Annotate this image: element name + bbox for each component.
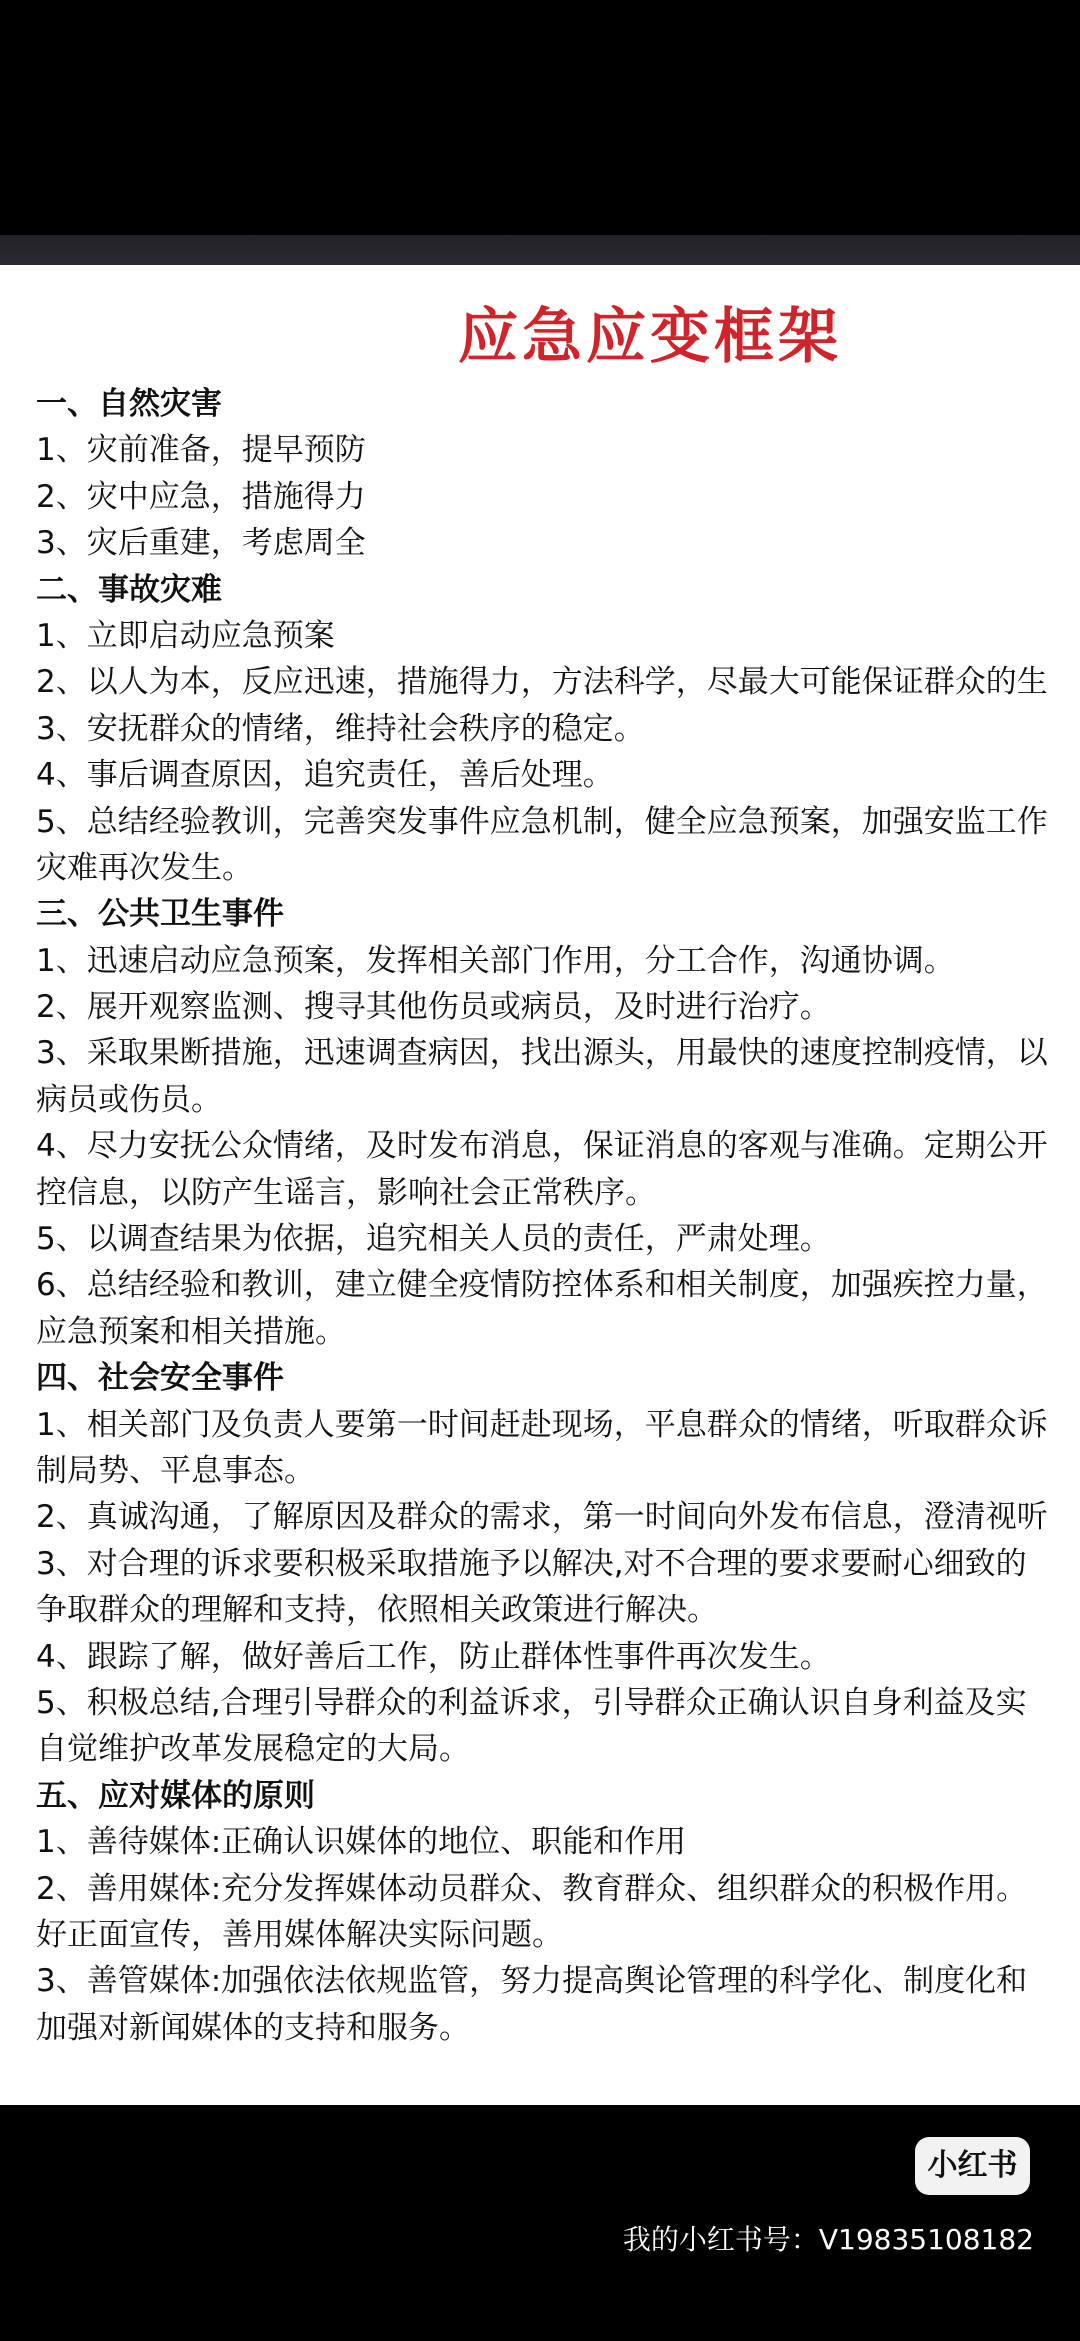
list-item: 2、展开观察监测、搜寻其他伤员或病员，及时进行治疗。 xyxy=(36,989,831,1026)
section-heading: 四、社会安全事件 xyxy=(36,1360,284,1397)
list-item: 5、总结经验教训，完善突发事件应急机制，健全应急预案，加强安监工作 xyxy=(36,803,1048,840)
list-item: 2、灾中应急，措施得力 xyxy=(36,478,366,515)
watermark-account-id: 我的小红书号：V19835108182 xyxy=(622,2223,1034,2256)
list-item: 4、事后调查原因，追究责任，善后处理。 xyxy=(36,757,614,794)
document-title: 应急应变框架 xyxy=(458,302,842,372)
list-item: 2、真诚沟通，了解原因及群众的需求，第一时间向外发布信息，澄清视听 xyxy=(36,1499,1048,1536)
xiaohongshu-logo: 小红书 xyxy=(915,2137,1030,2195)
list-item: 4、跟踪了解，做好善后工作，防止群体性事件再次发生。 xyxy=(36,1638,831,1675)
section-heading: 一、自然灾害 xyxy=(36,386,222,422)
list-item: 1、迅速启动应急预案，发挥相关部门作用，分工合作，沟通协调。 xyxy=(36,942,955,979)
list-item: 3、善管媒体:加强依法依规监管，努力提高舆论管理的科学化、制度化和 xyxy=(36,1963,1028,2000)
list-item: 自觉维护改革发展稳定的大局。 xyxy=(36,1731,470,1768)
list-item: 争取群众的理解和支持，依照相关政策进行解决。 xyxy=(36,1592,718,1629)
list-item: 应急预案和相关措施。 xyxy=(36,1313,346,1350)
list-item: 5、积极总结,合理引导群众的利益诉求，引导群众正确认识自身利益及实 xyxy=(36,1684,1027,1721)
section-heading: 五、应对媒体的原则 xyxy=(36,1777,315,1814)
section-heading: 三、公共卫生事件 xyxy=(36,896,284,933)
list-item: 4、尽力安抚公众情绪，及时发布消息，保证消息的客观与准确。定期公开 xyxy=(36,1128,1048,1165)
section-heading: 二、事故灾难 xyxy=(36,571,222,608)
list-item: 3、对合理的诉求要积极采取措施予以解决,对不合理的要求要耐心细致的 xyxy=(36,1545,1027,1582)
list-item: 1、善待媒体:正确认识媒体的地位、职能和作用 xyxy=(36,1824,687,1861)
list-item: 3、安抚群众的情绪，维持社会秩序的稳定。 xyxy=(36,710,645,747)
list-item: 灾难再次发生。 xyxy=(36,849,253,886)
document-body xyxy=(36,381,1080,2051)
document-page xyxy=(0,265,1080,2105)
list-item: 好正面宣传，善用媒体解决实际问题。 xyxy=(36,1916,563,1953)
list-item: 控信息，以防产生谣言，影响社会正常秩序。 xyxy=(36,1174,656,1211)
list-item: 1、相关部门及负责人要第一时间赶赴现场，平息群众的情绪，听取群众诉 xyxy=(36,1406,1048,1443)
list-item: 2、以人为本，反应迅速，措施得力，方法科学，尽最大可能保证群众的生 xyxy=(36,664,1048,701)
list-item: 制局势、平息事态。 xyxy=(36,1452,315,1489)
list-item: 1、立即启动应急预案 xyxy=(36,617,335,654)
top-black-bar xyxy=(0,0,1080,235)
list-item: 1、灾前准备，提早预防 xyxy=(36,432,366,469)
list-item: 6、总结经验和教训，建立健全疫情防控体系和相关制度，加强疾控力量， xyxy=(36,1267,1048,1304)
list-item: 5、以调查结果为依据，追究相关人员的责任，严肃处理。 xyxy=(36,1221,831,1258)
list-item: 3、采取果断措施，迅速调查病因，找出源头，用最快的速度控制疫情，以 xyxy=(36,1035,1048,1072)
list-item: 病员或伤员。 xyxy=(36,1081,222,1118)
list-item: 2、善用媒体:充分发挥媒体动员群众、教育群众、组织群众的积极作用。 xyxy=(36,1870,1028,1907)
list-item: 加强对新闻媒体的支持和服务。 xyxy=(36,2009,470,2046)
top-divider-band xyxy=(0,235,1080,265)
list-item: 3、灾后重建，考虑周全 xyxy=(36,525,366,562)
